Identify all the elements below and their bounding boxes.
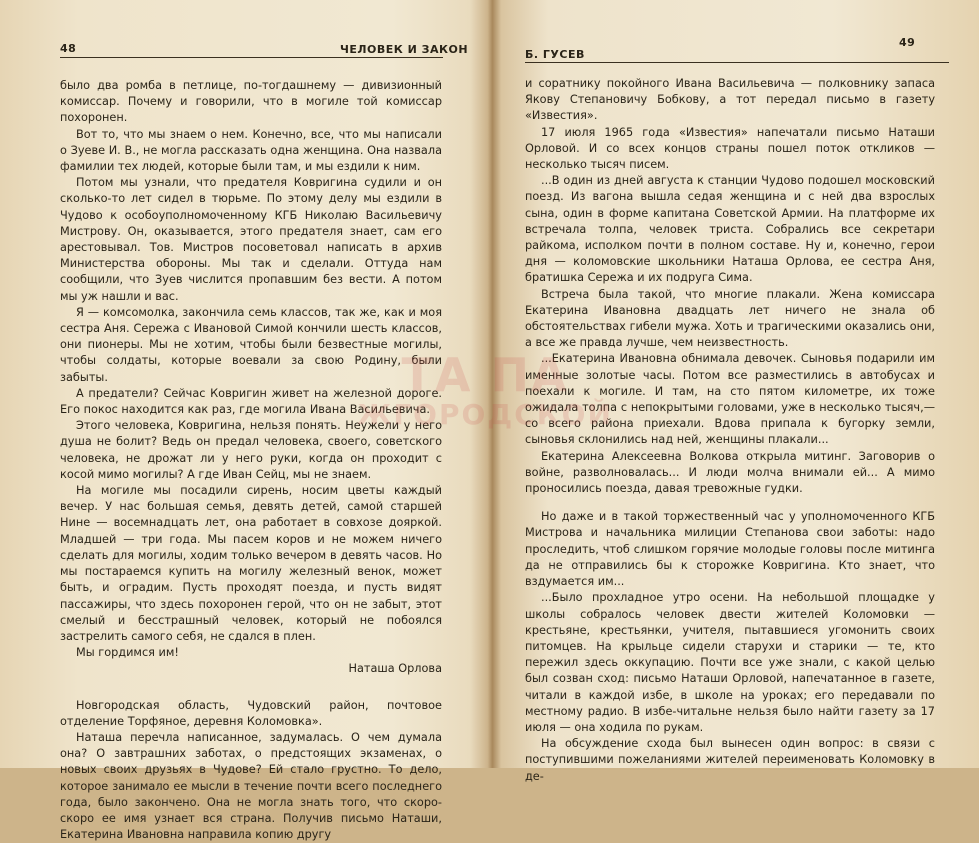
header-rule — [525, 62, 949, 63]
left-page — [0, 0, 489, 842]
paragraph: Екатерина Алексеевна Волкова открыла митинг. Заговорив о войне, разволновалась... И люди молча внимали ей... А мимо проносились поезда, давая тревожные гудки. — [525, 449, 935, 496]
paragraph: Этого человека, Ковригина, нельзя понять. Неужели у него душа не болит? Ведь он предал человека, своего, советского человека, не дрожат ли у него руки, когда он проходит с косой мимо могилы? А где Иван Сейц, мы не знаем. — [60, 419, 442, 481]
paragraph: Встреча была такой, что многие плакали. Жена комиссара Екатерина Ивановна двадцать лет ничего не знала об обстоятельствах гибели мужа. Хоть и трагическими оказались они, а все же правда лучше, чем неизвестность. — [525, 287, 935, 350]
left-page-text — [60, 78, 442, 843]
right-page — [490, 0, 979, 783]
paragraph: А предатели? Сейчас Ковригин живет на железной дороге. Его покос находится как раз, где могила Ивана Васильевича. — [60, 386, 442, 417]
stamp-line: ЖГОРОДСКОЙ — [357, 398, 613, 431]
signature: Наташа Орлова — [348, 662, 442, 676]
running-head: ЧЕЛОВЕК И ЗАКОН — [340, 43, 469, 56]
paragraph: На обсуждение схода был вынесен один вопрос: в связи с поступившими пожеланиями жителей переименовать Коломовку в де- — [525, 737, 935, 783]
address-line: Новгородская область, Чудовский район, почтовое отделение Торфяное, деревня Коломовка». — [60, 698, 442, 728]
paragraph: Мы гордимся им! — [76, 646, 179, 660]
paragraph: Я — комсомолка, закончила семь классов, так же, как и моя сестра Аня. Сережа с Ивановой Симой кончили шесть классов, они пионеры. Мы не хотим, чтобы были безвестные могилы, чтобы солдаты, которые воевали за свою Родину, были забыты. — [60, 305, 442, 384]
paragraph: ...Было прохладное утро осени. На небольшой площадке у школы собралось человек двести жителей Коломовки — крестьяне, крестьянки, учителя, пытавшиеся угомонить своих питомцев. На крыльце сидели старухи и старики — те, кто пережил здесь оккупацию. Почти все уже знали, с какой целью был созван сход: письмо Наташи Орловой, напечатанное в газете, читали в каждой избе, в школе на уроках; его передавали по местному радио. В избе-читальне нельзя было найти газету за 17 июля — она ходила по рукам. — [525, 591, 935, 734]
stamp-line: ТА ПА — [401, 348, 569, 402]
page-number: 49 — [899, 36, 916, 49]
paragraph: Наташа перечла написанное, задумалась. О чем думала она? О завтрашних заботах, о предстоящих экзаменах, о новых своих друзьях в Чудове? Ей стало грустно. То дело, которое занимало ее мысли в течение почти всего последнего года, было закончено. Она не могла знать того, что скоро-скоро ее имя узнает вся страна. Получив письмо Наташи, Екатерина Ивановна направила копию другу — [60, 730, 442, 842]
right-page-header — [490, 36, 979, 61]
paragraph: 17 июля 1965 года «Известия» напечатали письмо Наташи Орловой. И со всех концов страны пошел поток откликов — несколько тысяч писем. — [525, 125, 935, 172]
paragraph: Вот то, что мы знаем о нем. Конечно, все, что мы написали о Зуеве И. В., не могла рассказать одна женщина. Она назвала фамилии тех людей, которые были там, и мы ездили к ним. — [60, 127, 442, 174]
left-page-header — [0, 38, 489, 58]
paragraph: На могиле мы посадили сирень, носим цветы каждый вечер. У нас большая семья, девять детей, самой старшей Нине — восемнадцать лет, она работает в совхозе дояркой. Младшей — три года. Мы пасем коров и не можем ничего сделать для могилы, ходим только вечером в девять часов. Но мы постараемся купить на могилу железный венок, может быть, и оградим. Пусть проходят поезда, и пусть видят пассажиры, что здесь похоронен герой, что он не забыт, этот смелый и бесстрашный человек, который не побоялся застрелить самого себя, не сдался в плен. — [60, 484, 442, 643]
paragraph: ...В один из дней августа к станции Чудово подошел московский поезд. Из вагона вышла седая женщина и с ней два взрослых сына, один в форме капитана Советской Армии. На платформе их встречала толпа, человек триста. Собрались все секретари райкома, исполком почти в полном составе. Ну и, конечно, герои дня — коломовские школьники Наташа Орлова, ее сестра Аня, братишка Сережа и их подруга Сима. — [525, 174, 935, 285]
paragraph: и соратнику покойного Ивана Васильевича — полковнику запаса Якову Степановичу Бобкову, а тот передал письмо в газету «Известия». — [525, 77, 935, 123]
page-number: 48 — [60, 42, 77, 55]
running-head: Б. ГУСЕВ — [525, 48, 585, 61]
paragraph: Но даже и в такой торжественный час у уполномоченного КГБ Мистрова и начальника милиции Степанова свои заботы: надо проследить, чтоб слишком горячие молодые головы после митинга да не отправились бы к сторожке Ковригина. Кто знает, что вздумается им... — [525, 510, 935, 589]
header-rule — [60, 57, 443, 58]
paragraph: Потом мы узнали, что предателя Ковригина судили и он сколько-то лет сидел в тюрьме. По этому делу мы ездили в Чудово к особоуполномоченному КГБ Николаю Васильевичу Мистрову. Он, оказывается, этого предателя знает, сам его арестовывал. Тов. Мистров посоветовал написать в архив Министерства обороны. Мы так и сделали. Оттуда нам сообщили, что Зуев числится пропавшим без вести. А потом мы уж нашли и вас. — [60, 176, 442, 303]
paragraph: было два ромба в петлице, по-тогдашнему — дивизионный комиссар. Почему и говорили, что в могиле той комиссар похоронен. — [60, 79, 442, 125]
right-page-text — [525, 76, 935, 785]
paragraph: ...Екатерина Ивановна обнимала девочек. Сыновья подарили им именные золотые часы. Потом все разместились в автобусах и поехали к могиле. И там, на сто пятом километре, их тоже ожидала толпа с непокрытыми головами, уже в несколько тысяч,— со всего района приехали. Вдова припала к бугорку земли, сыновья склонились над ней, женщины плакали... — [525, 352, 935, 447]
